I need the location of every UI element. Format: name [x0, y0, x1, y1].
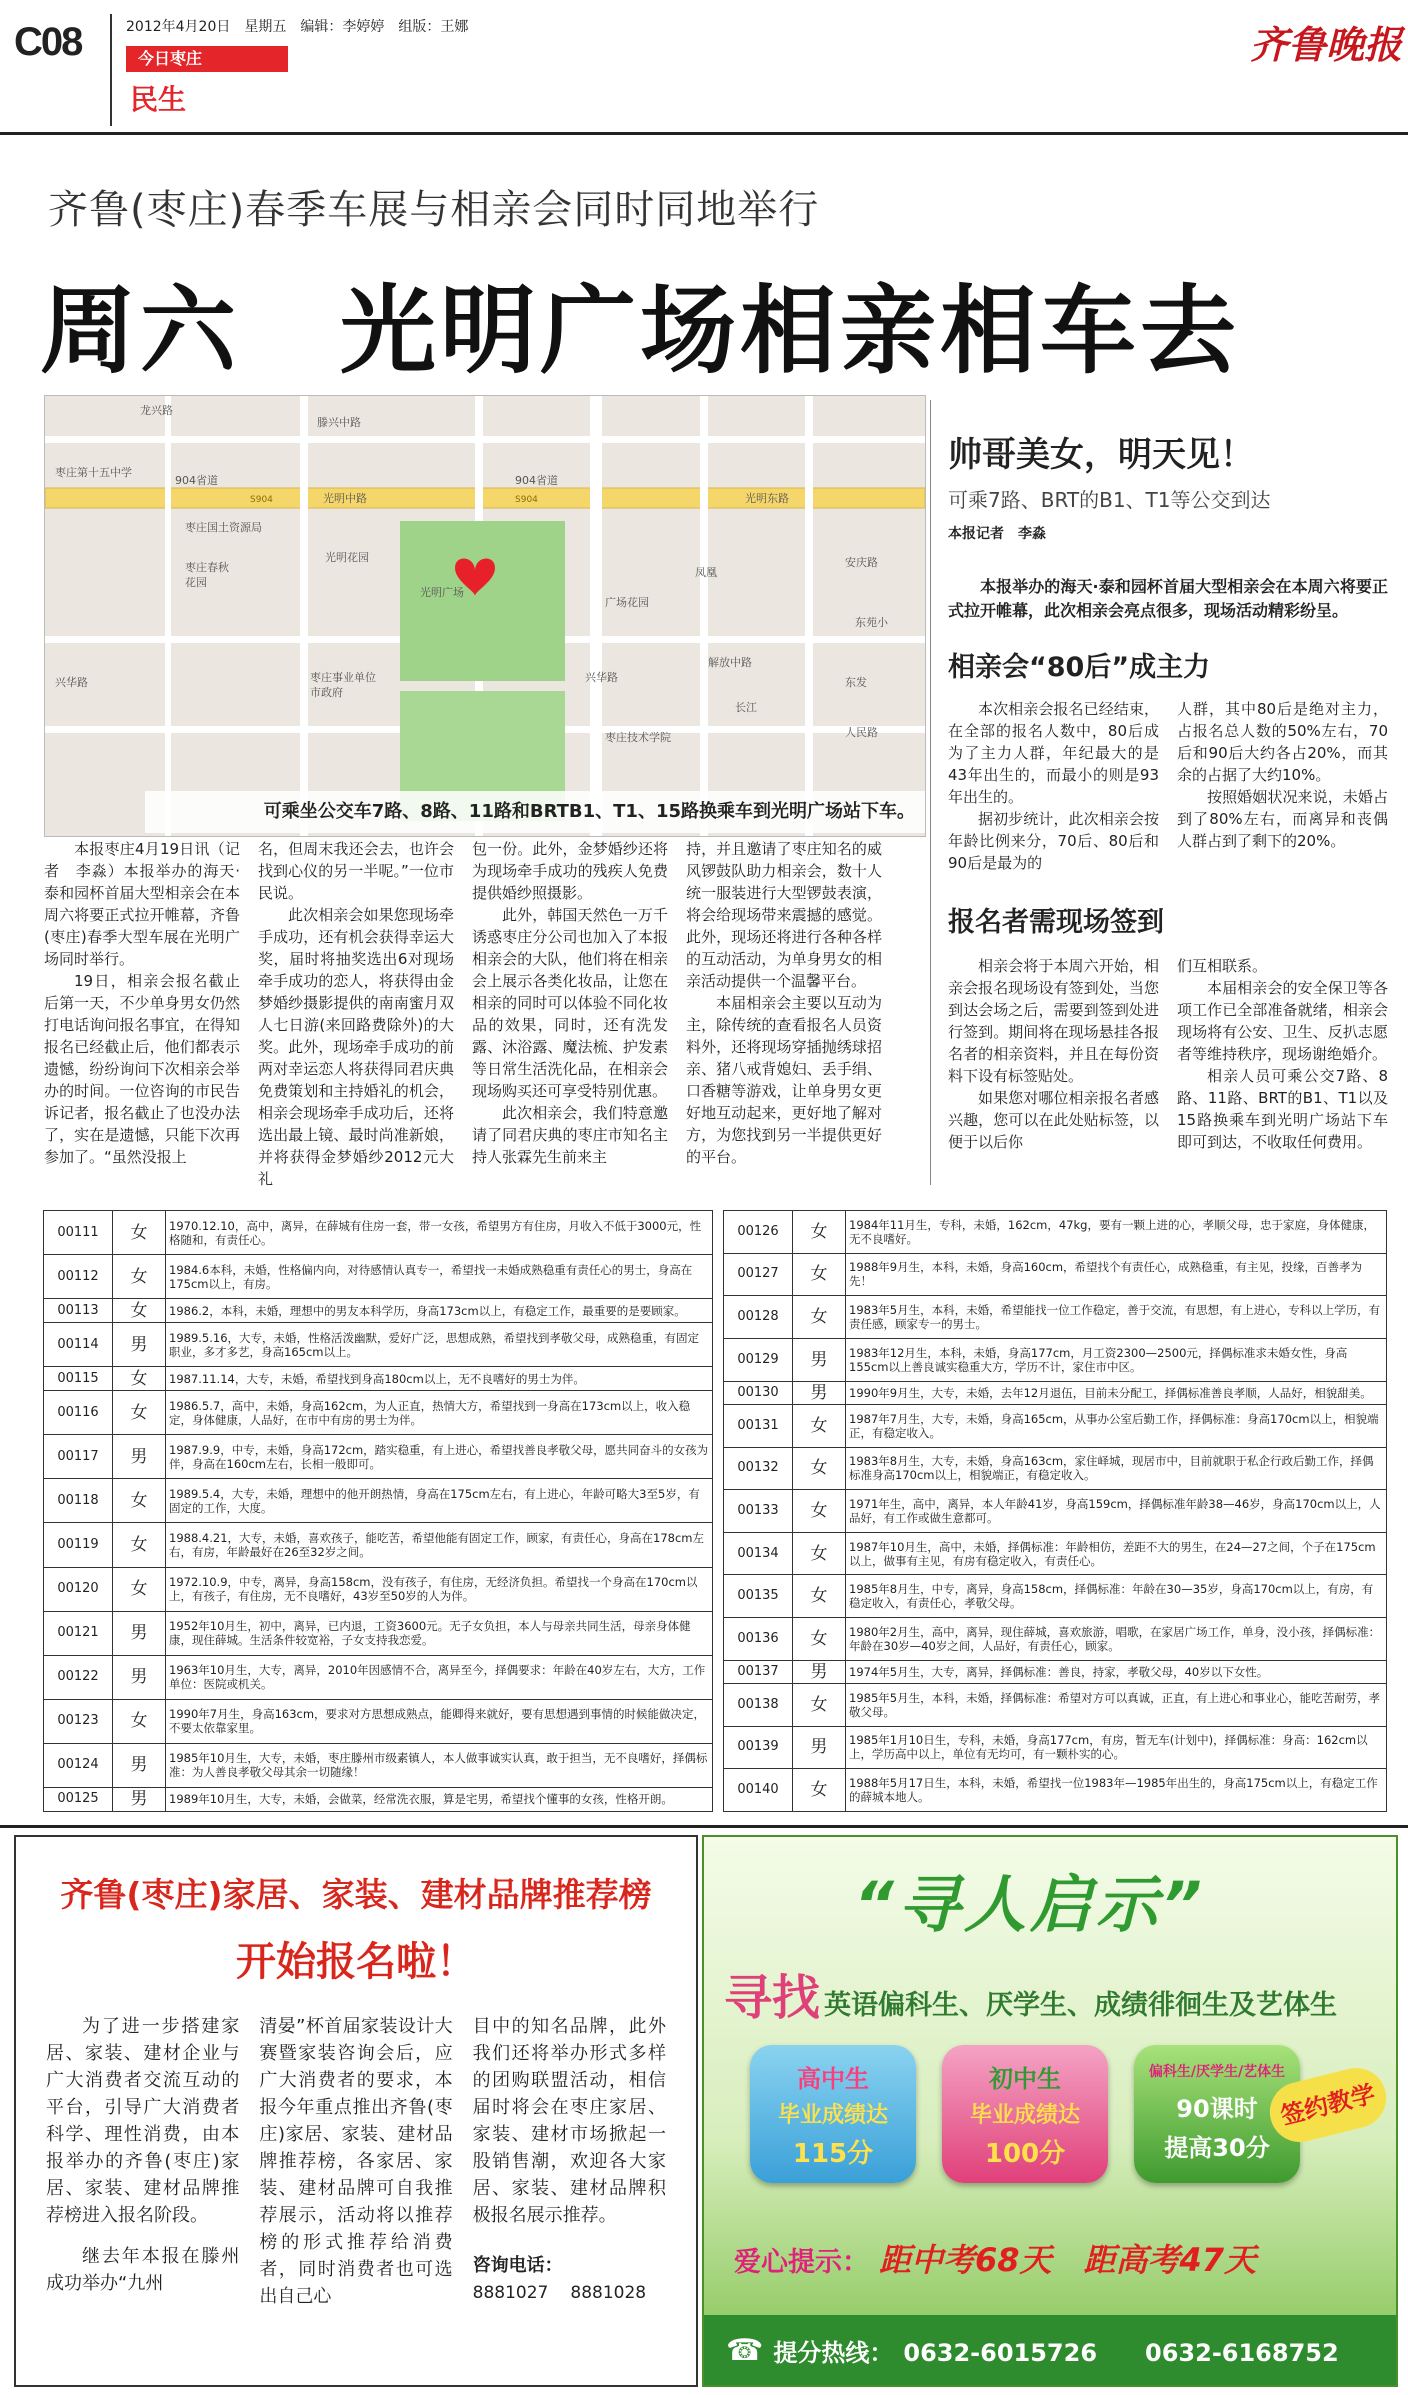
listing-description: 1989.5.16，大专，未婚，性格活泼幽默，爱好广泛，思想成熟，希望找到孝敬父母，成熟稳重，有固定职业，多才多艺，身高165cm以上。 — [166, 1323, 713, 1367]
phone-icon: ☎ — [726, 2332, 764, 2368]
listing-sex: 男 — [793, 1338, 846, 1381]
paragraph: 本届相亲会的安全保卫等各项工作已全部准备就绪，相亲会现场将有公安、卫生、反扒志愿者等维持秩序，现场谢绝婚介。 — [1177, 979, 1388, 1063]
listing-sex: 男 — [793, 1660, 846, 1683]
listing-sex: 女 — [793, 1532, 846, 1575]
map-label: S904 — [515, 495, 538, 505]
seek-word: 寻找 — [724, 1970, 821, 2026]
listing-number: 00133 — [724, 1490, 793, 1533]
listing-description: 1989年10月生，大专，未婚，会做菜，经常洗衣服，算是宅男，希望找个懂事的女孩，性格开朗。 — [166, 1787, 713, 1811]
paragraph: 如果您对哪位相亲报名者感兴趣，您可以在此处贴标签，以便于以后你 — [948, 1089, 1159, 1151]
listing-row — [44, 1787, 713, 1811]
section-name: 民生 — [130, 83, 187, 116]
listing-description: 1987.9.9，中专，未婚，身高172cm，踏实稳重，有上进心，希望找善良孝敬父母，愿共同奋斗的女孩为伴，身高在160cm左右，长相一般即可。 — [166, 1435, 713, 1479]
sign-badge: 签约教学 — [1263, 2062, 1392, 2149]
brand-ranking-ad — [14, 1835, 698, 2387]
listing-number: 00112 — [44, 1255, 113, 1299]
listing-description: 1970.12.10，高中，离异，在薛城有住房一套，带一女孩，希望男方有住房，月收入不低于3000元，性格随和，有责任心。 — [166, 1211, 713, 1255]
map-label: 枣庄第十五中学 — [55, 466, 132, 479]
listing-number: 00117 — [44, 1435, 113, 1479]
listing-number: 00126 — [724, 1211, 793, 1254]
listing-sex: 女 — [793, 1769, 846, 1812]
listing-description: 1986.5.7，高中，未婚，身高162cm，为人正直，热情大方，希望找到一身高在173cm以上，收入稳定，身体健康，人品好，在市中有房的男士为伴。 — [166, 1391, 713, 1435]
listing-row — [44, 1699, 713, 1743]
listing-sex: 女 — [793, 1404, 846, 1447]
sidebar-byline: 本报记者 李淼 — [948, 526, 1046, 542]
listing-row — [44, 1743, 713, 1787]
listing-sex: 女 — [793, 1296, 846, 1339]
listing-description: 1985年5月生，本科，未婚，择偶标准：希望对方可以真诚，正直，有上进心和事业心，能吃苦耐劳，孝敬父母。 — [846, 1684, 1387, 1727]
listing-sex: 女 — [113, 1255, 166, 1299]
listing-row — [44, 1323, 713, 1367]
listing-number: 00129 — [724, 1338, 793, 1381]
listing-number: 00136 — [724, 1618, 793, 1661]
paragraph: 继去年本报在滕州成功举办“九州 — [46, 2246, 240, 2294]
map-label: 光明广场 — [420, 586, 464, 599]
paragraph: 此次相亲会如果您现场牵手成功，还有机会获得幸运大奖，届时将抽奖选出6对现场牵手成功的恋人，将获得由金梦婚纱摄影提供的南南蜜月双人七日游(来回路费除外)的大奖。此外，现场牵手成功的前两对幸运恋人将获得同君庆典免费策划和主持婚礼的机会，相亲会现场牵手成功后，还将选出最上镜、最时尚准新娘，并将获得金梦婚纱2012元大礼 — [258, 906, 454, 1188]
listing-number: 00128 — [724, 1296, 793, 1339]
listing-sex: 女 — [113, 1211, 166, 1255]
map-label: 光明中路 — [323, 492, 367, 505]
listing-description: 1974年5月生，大专，离异，择偶标准：善良，持家，孝敬父母，40岁以下女性。 — [846, 1660, 1387, 1683]
tip-text: 距中考68天 距高考47天 — [879, 2241, 1257, 2279]
listing-sex: 女 — [793, 1211, 846, 1254]
paragraph: 持，并且邀请了枣庄知名的威风锣鼓队助力相亲会，数十人统一服装进行大型锣鼓表演，将会给现场带来震撼的感觉。此外，现场还将进行各种各样的互动活动，为单身男女的相亲活动提供一个温馨平台。 — [686, 840, 882, 990]
map-label: 兴华路 — [585, 671, 618, 684]
listing-description: 1983年5月生，本科，未婚，希望能找一位工作稳定，善于交流，有思想，有上进心，专科以上学历，有责任感，顾家专一的男士。 — [846, 1296, 1387, 1339]
map-label: 光明花园 — [325, 551, 369, 564]
listing-row — [724, 1769, 1387, 1812]
listing-description: 1986.2，本科，未婚，理想中的男友本科学历，身高173cm以上，有稳定工作，最重要的是要顾家。 — [166, 1299, 713, 1323]
map-label: 凤凰 — [695, 566, 717, 579]
page-header — [0, 0, 1408, 135]
article-kicker: 齐鲁(枣庄)春季车展与相亲会同时同地举行 — [48, 187, 820, 233]
listing-description: 1987.11.14，大专，未婚，希望找到身高180cm以上，无不良嗜好的男士为伴。 — [166, 1367, 713, 1391]
listing-number: 00118 — [44, 1479, 113, 1523]
listing-sex: 女 — [113, 1523, 166, 1567]
listing-row — [44, 1299, 713, 1323]
listing-sex: 女 — [113, 1299, 166, 1323]
listing-sex: 男 — [113, 1323, 166, 1367]
listing-sex: 男 — [113, 1435, 166, 1479]
badge-middle-school: 初中生 毕业成绩达 100分 — [942, 2045, 1108, 2183]
listing-description: 1990年7月生，身高163cm，要求对方思想成熟点，能卿得来就好，要有思想遇到事情的时候能做决定，不要太依靠家里。 — [166, 1699, 713, 1743]
map-label: 解放中路 — [708, 656, 752, 669]
listing-row — [44, 1655, 713, 1699]
sidebar-title: 帅哥美女，明天见！ — [948, 435, 1254, 475]
map-label: 光明东路 — [745, 492, 789, 505]
article-headline: 周六 光明广场相亲相车去 — [40, 275, 1240, 387]
listing-number: 00125 — [44, 1787, 113, 1811]
listings-table-left — [43, 1210, 713, 1812]
contact-label: 咨询电话： — [472, 2255, 563, 2276]
listing-description: 1984.6本科，未婚，性格偏内向，对待感情认真专一，希望找一未婚成熟稳重有责任心的男士，身高在175cm以上，有房。 — [166, 1255, 713, 1299]
map-label: 东苑小 — [855, 616, 888, 629]
listing-number: 00111 — [44, 1211, 113, 1255]
map-label: 枣庄事业单位 — [310, 671, 376, 684]
listing-sex: 男 — [113, 1655, 166, 1699]
listing-row — [724, 1618, 1387, 1661]
map-label: 花园 — [185, 576, 207, 589]
listing-row — [724, 1660, 1387, 1683]
listing-description: 1987年7月生，大专，未婚，身高165cm，从事办公室后勤工作，择偶标准：身高170cm以上，相貌端正，有稳定收入。 — [846, 1404, 1387, 1447]
listing-number: 00113 — [44, 1299, 113, 1323]
map-caption: 可乘坐公交车7路、8路、11路和BRTB1、T1、15路换乘车到光明广场站下车。 — [145, 791, 925, 833]
ad-subtitle: 开始报名啦！ — [236, 1939, 476, 1985]
article-col-3 — [472, 838, 668, 1188]
tutoring-ad — [702, 1835, 1398, 2387]
listing-number: 00127 — [724, 1253, 793, 1296]
listing-description: 1988年5月17日生，本科，未婚，希望找一位1983年—1985年出生的，身高175cm以上，有稳定工作的薛城本地人。 — [846, 1769, 1387, 1812]
contact-phone: 8881027 — [472, 2283, 549, 2303]
listing-number: 00120 — [44, 1567, 113, 1611]
map-label: 枣庄国土资源局 — [185, 521, 262, 534]
sidebar — [948, 405, 1388, 1185]
header-meta: 2012年4月20日 星期五 编辑：李婷婷 组版：王娜 — [126, 19, 469, 35]
listing-number: 00115 — [44, 1367, 113, 1391]
listing-sex: 女 — [793, 1490, 846, 1533]
paragraph: 相亲会将于本周六开始，相亲会报名现场设有签到处，当您到达会场之后，需要到签到处进行签到。期间将在现场悬挂各报名者的相亲资料，并且在每份资料下设有标签贴处。 — [948, 957, 1159, 1085]
article-col-4 — [686, 838, 882, 1188]
paragraph: 为了进一步搭建家居、家装、建材企业与广大消费者交流互动的平台，引导广大消费者科学、理性消费，由本报举办的齐鲁(枣庄)家居、家装、建材品牌推荐榜进入报名阶段。 — [46, 2016, 240, 2226]
listing-sex: 女 — [793, 1684, 846, 1727]
map-label: 市政府 — [310, 686, 343, 699]
listing-number: 00140 — [724, 1769, 793, 1812]
listing-row — [724, 1447, 1387, 1490]
listing-description: 1990年9月生，大专，未婚，去年12月退伍，目前未分配工，择偶标准善良孝顺，人品好，相貌甜美。 — [846, 1381, 1387, 1404]
listing-description: 1983年8月生，大专，未婚，身高163cm，家住峄城，现居市中，目前就职于私企行政后勤工作，择偶标准身高170cm以上，相貌端正，有稳定收入。 — [846, 1447, 1387, 1490]
listing-number: 00116 — [44, 1391, 113, 1435]
listing-sex: 女 — [793, 1447, 846, 1490]
sidebar-intro: 本报举办的海天·泰和园杯首届大型相亲会在本周六将要正式拉开帷幕，此次相亲会亮点很多，现场活动精彩纷呈。 — [948, 577, 1388, 620]
map-label: 滕兴中路 — [317, 416, 361, 429]
masthead-logo: 齐鲁晚报 — [1250, 22, 1403, 67]
listing-row — [44, 1567, 713, 1611]
listing-row — [724, 1381, 1387, 1404]
listing-number: 00119 — [44, 1523, 113, 1567]
listing-sex: 男 — [113, 1787, 166, 1811]
listing-description: 1980年2月生，高中，离异，现住薛城，喜欢旅游，唱歌，在家居广场工作，单身，没小孩，择偶标准：年龄在30岁—40岁之间，人品好，有责任心，顾家。 — [846, 1618, 1387, 1661]
listing-sex: 女 — [113, 1699, 166, 1743]
listing-row — [44, 1435, 713, 1479]
paragraph: 名，但周末我还会去，也许会找到心仪的另一半呢。”一位市民说。 — [258, 840, 454, 902]
map-label: 东发 — [845, 676, 867, 689]
listing-row — [44, 1391, 713, 1435]
listing-row — [724, 1726, 1387, 1769]
paragraph: 本届相亲会主要以互动为主，除传统的查看报名人员资料外，还将现场穿插抛绣球招亲、猪八戒背媳妇、丢手绢、口香糖等游戏，让单身男女更好地互动起来，更好地了解对方，为您找到另一半提供更好的平台。 — [686, 994, 882, 1166]
article-col-1 — [44, 838, 240, 1188]
listing-sex: 女 — [793, 1618, 846, 1661]
sidebar-subtitle: 可乘7路、BRT的B1、T1等公交到达 — [948, 488, 1271, 512]
paragraph: 本次相亲会报名已经结束，在全部的报名人数中，80后成为了主力人群，年纪最大的是43年出生的，而最小的则是93年出生的。 — [948, 700, 1159, 806]
listing-description: 1952年10月生，初中，离异，已内退，工资3600元。无子女负担，本人与母亲共同生活，母亲身体健康，现住薛城。生活条件较宽裕，子女支持我恋爱。 — [166, 1611, 713, 1655]
tip-label: 爱心提示： — [734, 2247, 869, 2278]
paragraph: 包一份。此外，金梦婚纱还将为现场牵手成功的残疾人免费提供婚纱照摄影。 — [472, 840, 668, 902]
ad-title: “寻人启示” — [854, 1868, 1206, 1941]
listing-description: 1983年12月生，本科，未婚，身高177cm，月工资2300—2500元，择偶标准求未婚女性，身高155cm以上善良诚实稳重大方，学历不计，家住市中区。 — [846, 1338, 1387, 1381]
paragraph: 清晏”杯首届家装设计大赛暨家装咨询会后，应广大消费者的要求，本报今年重点推出齐鲁(枣庄)家居、家装、建材品牌推荐榜，各家居、家装、建材品牌可自我推荐展示，活动将以推荐榜的形式推荐给消费者，同时消费者也可选出自己心 — [259, 2016, 453, 2307]
listing-row — [724, 1684, 1387, 1727]
listing-sex: 女 — [793, 1575, 846, 1618]
paragraph: 相亲人员可乘公交7路、8路、11路、BRT的B1、T1以及15路换乘车到光明广场站下车即可到达，不收取任何费用。 — [1177, 1067, 1388, 1151]
listing-number: 00121 — [44, 1611, 113, 1655]
listing-row — [724, 1296, 1387, 1339]
badge-high-school: 高中生 毕业成绩达 115分 — [750, 2045, 916, 2183]
listing-row — [44, 1255, 713, 1299]
listing-description: 1989.5.4，大专，未婚，理想中的他开朗热情，身高在175cm左右，有上进心，年龄可略大3至5岁，有固定的工作，大度。 — [166, 1479, 713, 1523]
map-graphic — [45, 396, 925, 836]
listing-row — [44, 1523, 713, 1567]
listing-sex: 女 — [793, 1253, 846, 1296]
listing-description: 1987年10月生，高中，未婚，择偶标准：年龄相仿，差距不大的男生，在24—27之间，个子在175cm以上，做事有主见，有房有稳定收入，有责任心。 — [846, 1532, 1387, 1575]
hotline-numbers: 0632-6015726 0632-6168752 — [903, 2338, 1339, 2367]
paragraph: 据初步统计，此次相亲会按年龄比例来分，70后、80后和90后是最为的 — [948, 810, 1159, 872]
listing-sex: 女 — [113, 1391, 166, 1435]
listing-description: 1988年9月生，本科，未婚，身高160cm，希望找个有责任心，成熟稳重，有主见，投缘，百善孝为先！ — [846, 1253, 1387, 1296]
listing-description: 1985年1月10日生，专科，未婚，身高177cm，有房，暂无车(计划中)，择偶标准：身高：162cm以上，学历高中以上，单位有无均可，有一颗朴实的心。 — [846, 1726, 1387, 1769]
hotline-label: 提分热线： — [773, 2338, 894, 2367]
listings-table-right — [723, 1210, 1387, 1812]
listing-row — [724, 1532, 1387, 1575]
section-tag: 今日枣庄 — [126, 46, 288, 72]
listing-number: 00134 — [724, 1532, 793, 1575]
listing-number: 00124 — [44, 1743, 113, 1787]
listing-number: 00132 — [724, 1447, 793, 1490]
listing-sex: 男 — [793, 1381, 846, 1404]
ad-title: 齐鲁(枣庄)家居、家装、建材品牌推荐榜 — [60, 1875, 652, 1914]
hotline-bar — [704, 2315, 1398, 2385]
listing-row — [44, 1611, 713, 1655]
listing-sex: 男 — [113, 1743, 166, 1787]
listing-sex: 男 — [113, 1611, 166, 1655]
listing-description: 1985年8月生，中专，离异，身高158cm，择偶标准：年龄在30—35岁，身高170cm以上，有房，有稳定收入，有责任心，孝敬父母。 — [846, 1575, 1387, 1618]
listing-number: 00131 — [724, 1404, 793, 1447]
listing-row — [724, 1211, 1387, 1254]
listing-number: 00130 — [724, 1381, 793, 1404]
listing-sex: 女 — [113, 1567, 166, 1611]
listing-sex: 男 — [793, 1726, 846, 1769]
listing-description: 1971年生，高中，离异，本人年龄41岁，身高159cm，择偶标准年龄38—46岁，身高170cm以上，人品好，有工作或做生意都可。 — [846, 1490, 1387, 1533]
paragraph: 目中的知名品牌，此外我们还将举办形式多样的团购联盟活动，相信届时将会在枣庄家居、家装、建材市场掀起一股销售潮，欢迎各大家居、家装、建材品牌积极报名展示推荐。 — [472, 2016, 666, 2226]
sidebar-section-title: 报名者需现场签到 — [948, 907, 1164, 938]
contact-phone: 8881028 — [570, 2283, 647, 2303]
map-label: 广场花园 — [605, 596, 649, 609]
map-label: 904省道 — [175, 474, 218, 487]
listing-number: 00122 — [44, 1655, 113, 1699]
listing-row — [724, 1404, 1387, 1447]
listing-row — [44, 1211, 713, 1255]
location-map — [44, 395, 926, 837]
listing-number: 00135 — [724, 1575, 793, 1618]
paragraph: 人群，其中80后是绝对主力，占报名总人数的50%左右，70后和90后大约各占20%，而其余的占据了大约10%。 — [1177, 700, 1388, 784]
listing-description: 1984年11月生，专科，未婚，162cm，47kg，要有一颗上进的心，孝顺父母，忠于家庭，身体健康，无不良嗜好。 — [846, 1211, 1387, 1254]
listing-description: 1985年10月生，大专，未婚，枣庄滕州市级素镇人，本人做事诚实认真，敢于担当，无不良嗜好，择偶标准：为人善良孝敬父母其余一切随缘！ — [166, 1743, 713, 1787]
map-label: 长江 — [735, 701, 757, 714]
listing-number: 00114 — [44, 1323, 113, 1367]
map-label: 龙兴路 — [140, 404, 173, 417]
listing-number: 00139 — [724, 1726, 793, 1769]
listing-row — [724, 1490, 1387, 1533]
page-number: C08 — [14, 20, 82, 64]
map-label: 枣庄春秋 — [185, 561, 229, 574]
listing-row — [724, 1575, 1387, 1618]
map-label: 904省道 — [515, 474, 558, 487]
listing-sex: 女 — [113, 1479, 166, 1523]
listing-row — [44, 1479, 713, 1523]
paragraph: 19日，相亲会报名截止后第一天，不少单身男女仍然打电话询问报名事宜，在得知报名已经截止后，他们都表示遗憾，纷纷询问下次相亲会举办的时间。一位咨询的市民告诉记者，报名截止了也没办法了，实在是遗憾，只能下次再参加了。“虽然没报上 — [44, 972, 240, 1166]
map-label: 安庆路 — [845, 556, 878, 569]
map-label: 人民路 — [845, 726, 878, 739]
seek-text: 英语偏科生、厌学生、成绩徘徊生及艺体生 — [824, 1990, 1338, 2021]
sidebar-section-title: 相亲会“80后”成主力 — [948, 652, 1211, 683]
listing-description: 1963年10月生，大专，离异，2010年因感情不合，离异至今，择偶要求：年龄在40岁左右，大方，工作单位：医院或机关。 — [166, 1655, 713, 1699]
listing-row — [724, 1253, 1387, 1296]
listing-number: 00137 — [724, 1660, 793, 1683]
paragraph: 此次相亲会，我们特意邀请了同君庆典的枣庄市知名主持人张霖先生前来主 — [472, 1104, 668, 1166]
map-label: 枣庄技术学院 — [605, 731, 671, 744]
listing-sex: 女 — [113, 1367, 166, 1391]
map-label: 兴华路 — [55, 676, 88, 689]
article-col-2 — [258, 838, 454, 1188]
listing-row — [724, 1338, 1387, 1381]
listing-row — [44, 1367, 713, 1391]
paragraph: 本报枣庄4月19日讯（记者 李淼）本报举办的海天·泰和园杯首届大型相亲会在本周六将要正式拉开帷幕，齐鲁(枣庄)春季大型车展在光明广场同时举行。 — [44, 840, 240, 968]
map-label: S904 — [250, 495, 273, 505]
paragraph: 按照婚姻状况来说，未婚占到了80%左右，而离异和丧偶人群占到了剩下的20%。 — [1177, 788, 1388, 850]
listing-description: 1972.10.9，中专，离异，身高158cm，没有孩子，有住房，无经济负担。希望找一个身高在170cm以上，有孩子，有住房，无不良嗜好，43岁至50岁的人为伴。 — [166, 1567, 713, 1611]
badge-special-students: 偏科生/厌学生/艺体生 90课时 提高30分 — [1134, 2045, 1300, 2183]
listing-number: 00123 — [44, 1699, 113, 1743]
paragraph: 们互相联系。 — [1177, 957, 1268, 975]
paragraph: 此外，韩国天然色一万千诱惑枣庄分公司也加入了本报相亲会的大队，他们将在相亲会上展示各类化妆品，让您在相亲的同时可以体验不同化妆品的效果，同时，还有洗发露、沐浴露、魔法梳、护发素等日常生活洗化品，在相亲会现场购买还可享受特别优惠。 — [472, 906, 668, 1100]
listing-number: 00138 — [724, 1684, 793, 1727]
listing-description: 1988.4.21，大专，未婚，喜欢孩子，能吃苦，希望他能有固定工作，顾家，有责任心，身高在178cm左右，有房，年龄最好在26至32岁之间。 — [166, 1523, 713, 1567]
